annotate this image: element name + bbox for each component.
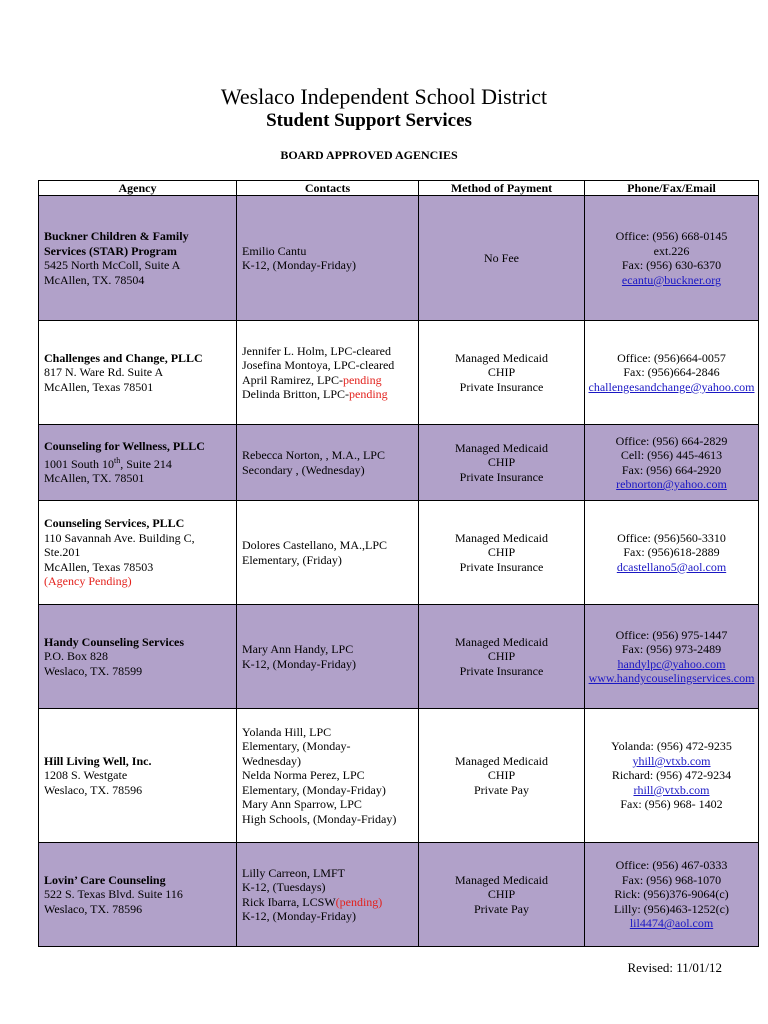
contact-line-text: Josefina Montoya, LPC-cleared (242, 358, 395, 372)
payment-method: Private Insurance (459, 379, 544, 394)
column-header-payment: Method of Payment (419, 181, 585, 196)
contact-line-text: Secondary , (Wednesday) (242, 462, 365, 477)
contact-line-text: Emilio Cantu (242, 243, 307, 258)
agency-address-line: McAllen, Texas 78501 (44, 379, 154, 394)
contact-line-text: Yolanda Hill, LPC (242, 724, 332, 739)
payment-method: CHIP (487, 768, 516, 783)
phone-line: Fax: (956) 973-2489 (621, 642, 722, 656)
table-row (39, 425, 759, 501)
contact-line-text: Rick Ibarra, LCSW (242, 894, 336, 909)
email-link[interactable]: challengesandchange@yahoo.com (588, 379, 755, 394)
phone-line: Lilly: (956)463-1252(c) (614, 901, 729, 916)
column-header-phone: Phone/Fax/Email (585, 181, 759, 196)
contact-line (242, 880, 413, 895)
district-title: Weslaco Independent School District (220, 84, 548, 109)
phone-line: Richard: (956) 472-9234 (611, 768, 732, 783)
payment-method: CHIP (487, 649, 516, 664)
department-subtitle: Student Support Services (266, 110, 472, 131)
email-link[interactable]: lil4474@aol.com (629, 916, 714, 931)
payment-cell (419, 321, 585, 425)
agency-name: Challenges and Change, PLLC (44, 350, 203, 365)
contact-line (242, 812, 413, 827)
payment-method: Managed Medicaid (455, 634, 548, 649)
phone-line: Cell: (956) 445-4613 (620, 448, 723, 462)
email-link[interactable]: rhill@vtxb.com (633, 782, 710, 797)
contact-line (242, 344, 413, 359)
pending-status: (pending) (335, 894, 383, 909)
phone-cell (585, 321, 759, 425)
contact-line-text: Mary Ann Sparrow, LPC (242, 797, 362, 812)
contact-line-text: K-12, (Monday-Friday) (242, 656, 356, 671)
agency-cell (39, 709, 237, 843)
agency-address-line: McAllen, TX. 78501 (44, 471, 145, 486)
agency-address-line: McAllen, Texas 78503 (44, 559, 154, 574)
agency-name: Counseling for Wellness, PLLC (44, 439, 205, 454)
phone-cell (585, 425, 759, 501)
contact-line-text: April Ramirez, LPC- (242, 372, 343, 387)
phone-cell (585, 843, 759, 947)
contact-line (242, 387, 413, 402)
agency-name: Handy Counseling Services (44, 634, 185, 649)
phone-line: Office: (956) 668-0145 (615, 229, 728, 243)
table-body (39, 196, 759, 947)
payment-method: Managed Medicaid (455, 440, 548, 455)
agency-cell (39, 501, 237, 605)
payment-method: CHIP (487, 887, 516, 902)
agency-address-line: P.O. Box 828 (44, 649, 109, 664)
phone-line: Fax: (956)664-2846 (623, 365, 720, 380)
agencies-table (38, 180, 759, 947)
phone-line: Fax: (956) 968- 1402 (620, 797, 723, 812)
contact-line-text: Elementary, (Friday) (242, 552, 342, 567)
payment-cell (419, 425, 585, 501)
contact-line (242, 448, 413, 463)
contact-line-text: Dolores Castellano, MA.,LPC (242, 538, 387, 552)
agency-address-line: 1001 South 10th, Suite 214 (44, 455, 172, 471)
agency-name: Lovin’ Care Counseling (44, 872, 166, 887)
contact-line (242, 553, 413, 568)
contact-line (242, 538, 413, 553)
payment-method: No Fee (484, 250, 519, 265)
contact-line (242, 258, 413, 273)
contacts-cell (237, 501, 419, 605)
pending-status: pending (349, 387, 388, 401)
revised-date: Revised: 11/01/12 (627, 960, 722, 975)
contact-line (242, 783, 413, 798)
table-row (39, 501, 759, 605)
phone-line: Office: (956) 664-2829 (615, 433, 728, 448)
table-row (39, 321, 759, 425)
phone-cell (585, 709, 759, 843)
phone-cell (585, 501, 759, 605)
contact-line-text: Lilly Carreon, LMFT (242, 865, 345, 880)
agency-address-line: McAllen, TX. 78504 (44, 272, 145, 287)
payment-method: Private Pay (474, 782, 529, 797)
phone-line: Fax: (956) 968-1070 (621, 872, 722, 887)
contact-line-text: Rebecca Norton, , M.A., LPC (242, 448, 385, 462)
contact-line (242, 739, 413, 754)
agency-address-line: Weslaco, TX. 78596 (44, 782, 143, 797)
phone-cell (585, 605, 759, 709)
contact-line-text: Jennifer L. Holm, LPC-cleared (242, 343, 391, 358)
payment-method: Private Insurance (459, 663, 544, 678)
contact-line-text: Elementary, (Monday- (242, 739, 351, 754)
column-header-agency: Agency (39, 181, 237, 196)
payment-cell (419, 501, 585, 605)
contact-line-text: Wednesday) (242, 753, 302, 768)
payment-method: CHIP (487, 455, 516, 470)
phone-line: Yolanda: (956) 472-9235 (611, 739, 732, 754)
contact-line (242, 657, 413, 672)
contacts-cell (237, 605, 419, 709)
table-row (39, 196, 759, 321)
table-row (39, 605, 759, 709)
email-link[interactable]: dcastellano5@aol.com (616, 559, 727, 574)
contacts-cell (237, 843, 419, 947)
phone-line: Office: (956) 975-1447 (615, 627, 728, 642)
contact-line (242, 754, 413, 769)
payment-cell (419, 709, 585, 843)
contacts-cell (237, 196, 419, 321)
email-link[interactable]: handylpc@yahoo.com (617, 656, 726, 671)
agency-cell (39, 196, 237, 321)
contact-line (242, 909, 413, 924)
agency-address-line: Weslaco, TX. 78599 (44, 663, 143, 678)
payment-method: Private Pay (474, 901, 529, 916)
payment-method: Private Insurance (459, 559, 544, 574)
website-link[interactable]: www.handycouselingservices.com (588, 671, 755, 685)
contact-line-text: K-12, (Monday-Friday) (242, 258, 356, 272)
payment-method: CHIP (487, 365, 516, 380)
contact-line (242, 768, 413, 783)
contact-line (242, 358, 413, 373)
table-row (39, 843, 759, 947)
agency-cell (39, 843, 237, 947)
contact-line-text: K-12, (Monday-Friday) (242, 909, 356, 923)
payment-cell (419, 605, 585, 709)
agency-cell (39, 321, 237, 425)
email-link[interactable]: ecantu@buckner.org (621, 272, 722, 287)
payment-method: Managed Medicaid (455, 753, 548, 768)
phone-line: Fax: (956) 630-6370 (621, 258, 722, 272)
payment-method: Managed Medicaid (455, 350, 548, 365)
contact-line (242, 797, 413, 812)
phone-line: Rick: (956)376-9064(c) (614, 887, 729, 902)
contacts-cell (237, 321, 419, 425)
table-row (39, 709, 759, 843)
agency-address-line: 5425 North McColl, Suite A (44, 258, 181, 272)
payment-method: CHIP (487, 545, 516, 560)
phone-cell (585, 196, 759, 321)
email-link[interactable]: yhill@vtxb.com (632, 753, 711, 768)
agency-name: Buckner Children & Family Services (STAR) Program (44, 229, 189, 258)
agency-address-line: Weslaco, TX. 78596 (44, 901, 143, 916)
contact-line-text: High Schools, (Monday-Friday) (242, 811, 397, 826)
payment-cell (419, 196, 585, 321)
ordinal-suffix: th (114, 455, 121, 465)
agency-address-line: 522 S. Texas Blvd. Suite 116 (44, 887, 183, 902)
agency-name: Counseling Services, PLLC (44, 516, 185, 531)
contacts-cell (237, 425, 419, 501)
phone-line: Fax: (956)618-2889 (623, 545, 720, 560)
contact-line (242, 463, 413, 478)
contact-line (242, 373, 413, 388)
payment-method: Managed Medicaid (455, 530, 548, 545)
pending-status: pending (342, 372, 382, 387)
contacts-cell (237, 709, 419, 843)
contact-line (242, 642, 413, 657)
agency-name: Hill Living Well, Inc. (44, 753, 152, 768)
column-header-contacts: Contacts (237, 181, 419, 196)
agency-cell (39, 425, 237, 501)
agency-address-line: 1208 S. Westgate (44, 768, 128, 783)
contact-line (242, 725, 413, 740)
contact-line-text: K-12, (Tuesdays) (242, 880, 326, 894)
contact-line-text: Delinda Britton, LPC- (242, 387, 349, 401)
contact-line-text: Mary Ann Handy, LPC (242, 642, 354, 656)
payment-cell (419, 843, 585, 947)
phone-line: Office: (956) 467-0333 (615, 858, 728, 873)
phone-line: Office: (956)560-3310 (617, 530, 726, 545)
contact-line (242, 244, 413, 259)
payment-method: Managed Medicaid (455, 872, 548, 887)
phone-line: ext.226 (653, 243, 690, 258)
section-heading: BOARD APPROVED AGENCIES (280, 148, 458, 162)
contact-line-text: Nelda Norma Perez, LPC (242, 768, 365, 783)
payment-method: Private Insurance (459, 469, 544, 484)
phone-line: Office: (956)664-0057 (617, 350, 726, 365)
contact-line-text: Elementary, (Monday-Friday) (242, 782, 386, 797)
phone-line: Fax: (956) 664-2920 (621, 462, 722, 477)
contact-line (242, 866, 413, 881)
agency-address-line: 110 Savannah Ave. Building C, (44, 530, 195, 545)
email-link[interactable]: rebnorton@yahoo.com (616, 477, 727, 491)
agency-cell (39, 605, 237, 709)
agency-address-line: Ste.201 (44, 545, 81, 560)
table-header-row (39, 181, 759, 196)
agency-address-line: 817 N. Ware Rd. Suite A (44, 365, 164, 380)
contact-line (242, 895, 413, 910)
agency-pending-note: (Agency Pending) (44, 574, 132, 589)
